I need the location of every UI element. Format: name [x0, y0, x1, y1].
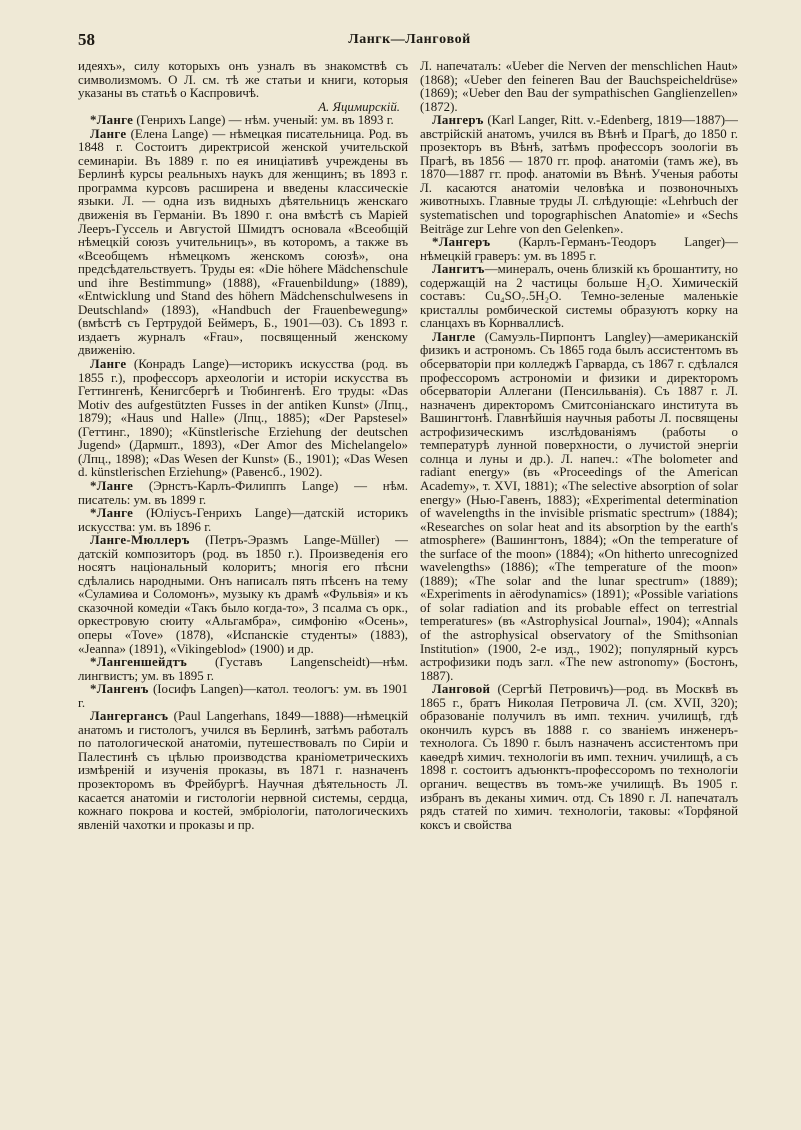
entry-body: (Іосифъ Langen)—катол. теологъ: ум. въ 1901 г. [78, 682, 408, 710]
entry-headword: *Ланге [90, 478, 134, 493]
entry-body: —минералъ, очень близкій къ брошантиту, но содержащій на 2 частицы больше H₂O. Химическій составъ: Cu₄SO₇.5H₂O. Темно-зеленые маленькіе кристаллы ромбической системы образуютъ корку на сланцахъ въ Корнваллисѣ. [420, 262, 738, 331]
entry-headword: Ланге-Мюллеръ [90, 533, 190, 548]
article-entry [78, 683, 408, 710]
entry-headword: Ланговой [432, 682, 491, 697]
entry-body: (Карлъ-Германъ-Теодоръ Langer)—нѣмецкій граверъ: ум. въ 1895 г. [420, 235, 738, 263]
article-entry [78, 358, 408, 480]
entry-headword: *Лангенъ [90, 682, 149, 697]
page-number: 58 [78, 30, 95, 49]
article-entry [78, 480, 408, 507]
page-header [78, 30, 741, 54]
entry-body: Л. напечаталъ: «Ueber die Nerven der menschlichen Haut» (1868); «Ueber den feineren Bau der Bauchspeicheldrüse» (1869); «Ueber den Bau der sympathischen Ganglienzellen» (1872). [420, 60, 738, 114]
article-entry [420, 236, 738, 263]
entry-headword: *Лангеншейдтъ [90, 655, 188, 670]
entry-body: (Густавъ Langenscheidt)—нѣм. лингвистъ; ум. въ 1895 г. [78, 655, 408, 683]
article-entry [420, 683, 738, 832]
entry-headword: Ланге [90, 126, 127, 141]
entry-headword: *Лангеръ [432, 235, 491, 250]
entry-headword: Лангеръ [432, 113, 484, 128]
entry-body: (Эрнстъ-Карлъ-Филиппъ Lange) — нѣм. писатель: ум. въ 1899 г. [78, 478, 408, 507]
article-entry [420, 263, 738, 331]
entry-headword: *Ланге [90, 113, 134, 128]
right-column [420, 60, 738, 1088]
article-entry [420, 331, 738, 683]
entry-body: идеяхъ», силу которыхъ онъ узналъ въ знакомствѣ съ символизмомъ. О Л. см. тѣ же статьи и книги, которыя указаны въ статьѣ о Каспровичѣ. [78, 60, 408, 101]
entry-body: (Paul Langerhans, 1849—1888)—нѣмецкій анатомъ и гистологъ, учился въ Берлинѣ, затѣмъ работалъ по патологической анатоміи, путешествовалъ по Сиріи и Палестинѣ съ цѣлью производства краніометрическихъ измѣреній и изученія проказы, въ 1871 г. назначенъ прозекторомъ въ Фрейбургѣ. Научная дѣятельность Л. касается анатоміи и гистологіи нервной системы, сердца, кожнаго покрова и костей, эмбріологіи, патологическихъ явленій чахотки и проказы и пр. [78, 709, 408, 832]
article-entry [78, 710, 408, 832]
article-entry [420, 114, 738, 236]
entry-body: (Сергѣй Петровичъ)—род. въ Москвѣ въ 1865 г., братъ Николая Петровича Л. (см. XVII, 320); образованіе получилъ въ имп. технич. училищѣ, гдѣ окончилъ курсъ въ 1888 г. со званіемъ инженеръ-технолога. Съ 1890 г. былъ назначенъ ассистентомъ при каѳедрѣ химич. технологіи въ имп. технич. училищѣ, а съ 1898 г. состоитъ адъюнктъ-профессоромъ по технологіи органич. веществъ въ томъ-же училищѣ. Въ 1905 г. избранъ въ деканы химич. отд. Съ 1890 г. Л. напечаталъ рядъ статей по химич. технологіи, таковы: «Торфяной коксъ и свойства [420, 682, 738, 832]
article-entry [78, 114, 408, 128]
article-entry [78, 656, 408, 683]
entry-headword: Ланге [90, 357, 127, 372]
entry-headword: Лангитъ [432, 262, 485, 277]
article-entry [78, 507, 408, 534]
entry-body: (Елена Lange) — нѣмецкая писательница. Род. въ 1848 г. Состоитъ директрисой женской учительской семинаріи. Въ 1889 г. по ея иниціативѣ учреждены въ Берлинѣ курсы реальныхъ наукъ для женщинъ; въ 1893 г. программа курсовъ расширена и введены классическіе языки. Л. — одна изъ видныхъ дѣятельницъ женскаго движенія въ Германіи. Въ 1890 г. она вмѣстѣ съ Маріей Лееръ-Гуссель и Августой Шмидтъ основала «Всеобщій нѣмецкій союзъ учительницъ», въ которомъ, а также въ «Всеобщемъ нѣмецкомъ женскомъ союзѣ», она предсѣдательствуетъ. Труды ея: «Die höhere Mädchenschule und ihre Bestimmung» (1888), «Frauenbildung» (1889), «Entwicklung und Stand des höhern Mädchenschulwesens in Deutschland» (1893), «Handbuch der Frauenbewegung» (вмѣстѣ съ Гертрудой Беймеръ, Б., 1901—03). Съ 1893 г. издаетъ журналъ «Frau», посвященный женскому движенію. [78, 126, 408, 358]
entry-body: (Юліусъ-Генрихъ Lange)—датскій историкъ искусства: ум. въ 1896 г. [78, 506, 408, 534]
article-entry [78, 60, 408, 114]
article-entry [78, 534, 408, 656]
author-signature: А. Яцимирскій. [318, 99, 400, 114]
article-entry [78, 128, 408, 358]
entry-body: (Самуэль-Пирпонтъ Langley)—американскій физикъ и астрономъ. Съ 1865 года былъ ассистентомъ въ обсерваторіи при колледжѣ Гарварда, съ 1867 г. сдѣлался профессоромъ астрономіи и физики и директоромъ обсерваторіи Аллегани (Пенсильванія). Съ 1887 г. Л. назначенъ директоромъ Смитсоніанскаго института въ Вашингтонѣ. Главнѣйшія научныя работы Л. посвящены астрофизическимъ изслѣдованіямъ (работы о температурѣ лунной поверхности, о лучистой энергіи солнца и луны и др.). Л. напеч.: «The bolometer and radiant energy» (въ «Proceedings of the American Academy», т. XVI, 1881); «The selective absorption of solar energy» (Нью-Гавенъ, 1883); «Experimental determination of wavelengths in the invisible prismatic spectrum» (1884); «Researches on solar heat and its absorption by the earth's atmosphere» (Вашингтонъ, 1884); «On the temperature of the surface of the moon» (1884); «On hitherto unrecognized wavelengths» (1886); «The temperature of the moon» (1889); «The solar and the lunar spectrum» (1889); «Experiments in aërodynamics» (1891); «Possible variations of solar radiation and its probable effect on terrestrial temperatures» (въ «Astrophysical Journal», 1904); «Annals of the astrophysical observatory of the Smithsonian Institution» (1900, 2-е изд., 1902); популярный курсъ астрофизики подъ загл. «The new astronomy» (Бостонъ, 1887). [420, 329, 738, 683]
running-head: Лaнгк—Лaнгoвoй [348, 32, 471, 47]
entry-body: (Karl Langer, Ritt. v.-Edenberg, 1819—1887)—австрійскій анатомъ, учился въ Вѣнѣ и Прагѣ, до 1850 г. прозекторъ въ Вѣнѣ, затѣмъ профессоръ зоологіи въ Прагѣ, въ 1856 — 1870 гг. проф. анатоміи (тамъ же), въ 1870—1887 гг. проф. анатоміи въ Вѣнѣ. Ученыя работы Л. касаются анатоміи человѣка и позвоночныхъ животныхъ. Главные труды Л. слѣдующіе: «Lehrbuch der systematischen und topographischen Anatomie» и «Sechs Beiträge zur Lehre von den Gelenken». [420, 113, 738, 236]
article-entry [420, 60, 738, 114]
entry-body: (Конрадъ Lange)—историкъ искусства (род. въ 1855 г.), профессоръ археологіи и исторіи искусства въ Геттингенѣ, Кенигсбергѣ и Тюбингенѣ. Его труды: «Das Motiv des aufgestützten Fusses in der antiken Kunst» (Лпц., 1879); «Haus und Halle» (Лпц., 1885); «Der Papstesel» (Геттинг., 1890); «Künstlerische Erziehung der deutschen Jugend» (Дармшт., 1893), «Der Amor des Michelangelo» (Лпц., 1898); «Das Wesen der Kunst» (Б., 1901); «Das Wesen d. künstlerischen Erziehung» (Равенсб., 1902). [78, 357, 408, 480]
entry-body: (Петръ-Эразмъ Lange-Müller) — датскій композиторъ (род. въ 1850 г.). Произведенія его носятъ національный колоритъ; многія его пѣсни сдѣлались народными. Онъ написалъ пять пѣсенъ на тему «Суламиѳа и Соломонъ», музыку къ драмѣ «Фульвія» и къ сказочной комедіи «Такъ было когда-то», 3 псалма съ орк., оркестровую сюиту «Альгамбра», симфонію «Осень», оперы «Tove» (1878), «Испанскіе студенты» (1883), «Jeanna» (1891), «Vikingeblod» (1900) и др. [78, 533, 408, 656]
entry-headword: *Ланге [90, 506, 134, 521]
entry-body: (Генрихъ Lange) — нѣм. ученый: ум. въ 1893 г. [133, 113, 394, 128]
entry-headword: Лангле [432, 329, 476, 344]
left-column [78, 60, 408, 1088]
entry-headword: Лангергансъ [90, 709, 169, 724]
